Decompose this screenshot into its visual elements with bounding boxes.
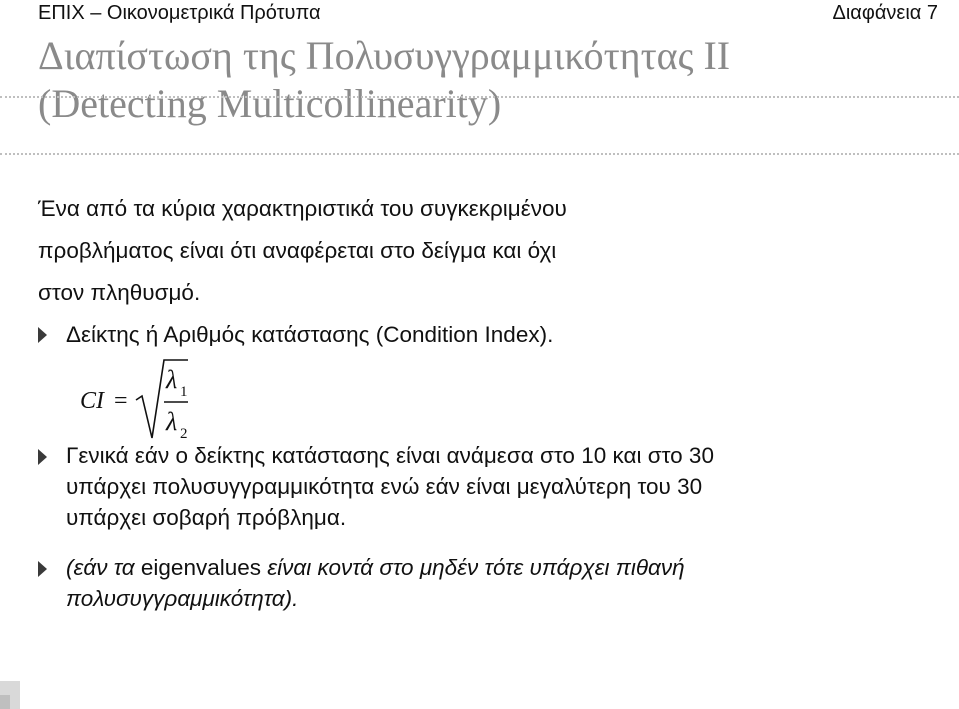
- condition-index-formula: [80, 356, 220, 446]
- thresholds-line-3: υπάρχει σοβαρή πρόβλημα.: [66, 505, 347, 530]
- bullet-arrow-icon: [38, 327, 47, 343]
- bullet-thresholds: [38, 440, 959, 533]
- formula-numerator-sub: 1: [180, 384, 188, 400]
- slide-number: Διαφάνεια 7: [832, 2, 938, 24]
- title-divider-top: [0, 96, 959, 98]
- formula-lhs: CI: [80, 388, 104, 414]
- intro-line-1: Ένα από τα κύρια χαρακτηριστικά του συγκεκριμένου: [38, 196, 567, 221]
- bullet-condition-index: [38, 314, 938, 356]
- thresholds-line-2: υπάρχει πολυσυγγραμμικότητα ενώ εάν είναι μεγαλύτερη του 30: [66, 474, 703, 499]
- bullet-eigenvalues: [38, 552, 959, 614]
- thresholds-line-1: Γενικά εάν ο δείκτης κατάστασης είναι ανάμεσα στο 10 και στο 30: [66, 443, 714, 468]
- bullet-arrow-icon: [38, 449, 47, 465]
- slide-header: [0, 0, 959, 34]
- eigenvalues-line-1: [66, 552, 959, 583]
- intro-paragraph: [38, 188, 938, 356]
- bullet-text: Δείκτης ή Αριθμός κατάστασης (Condition Index).: [66, 322, 554, 347]
- formula-denominator-sub: 2: [180, 426, 188, 442]
- slide-title: [38, 32, 730, 128]
- corner-decoration-inner: [0, 695, 10, 709]
- title-divider-bottom: [0, 153, 959, 155]
- eigen-pre: (εάν τα: [66, 555, 141, 580]
- eigen-term: eigenvalues: [140, 555, 261, 580]
- course-title: ΕΠΙΧ – Οικονομετρικά Πρότυπα: [38, 2, 321, 24]
- eigenvalues-line-2: πολυσυγγραμμικότητα).: [66, 586, 299, 611]
- intro-line-3: στον πληθυσμό.: [38, 280, 201, 305]
- intro-line-2: προβλήματος είναι ότι αναφέρεται στο δείγμα και όχι: [38, 238, 557, 263]
- formula-equals: =: [114, 388, 128, 414]
- formula-denominator: λ: [166, 407, 178, 436]
- title-line-1: Διαπίστωση της Πολυσυγγραμμικότητας ΙΙ: [38, 33, 731, 78]
- formula-numerator: λ: [166, 365, 178, 394]
- eigen-post: είναι κοντά στο μηδέν τότε υπάρχει πιθανή: [261, 555, 685, 580]
- title-line-2: (Detecting Multicollinearity): [38, 81, 502, 126]
- bullet-arrow-icon: [38, 561, 47, 577]
